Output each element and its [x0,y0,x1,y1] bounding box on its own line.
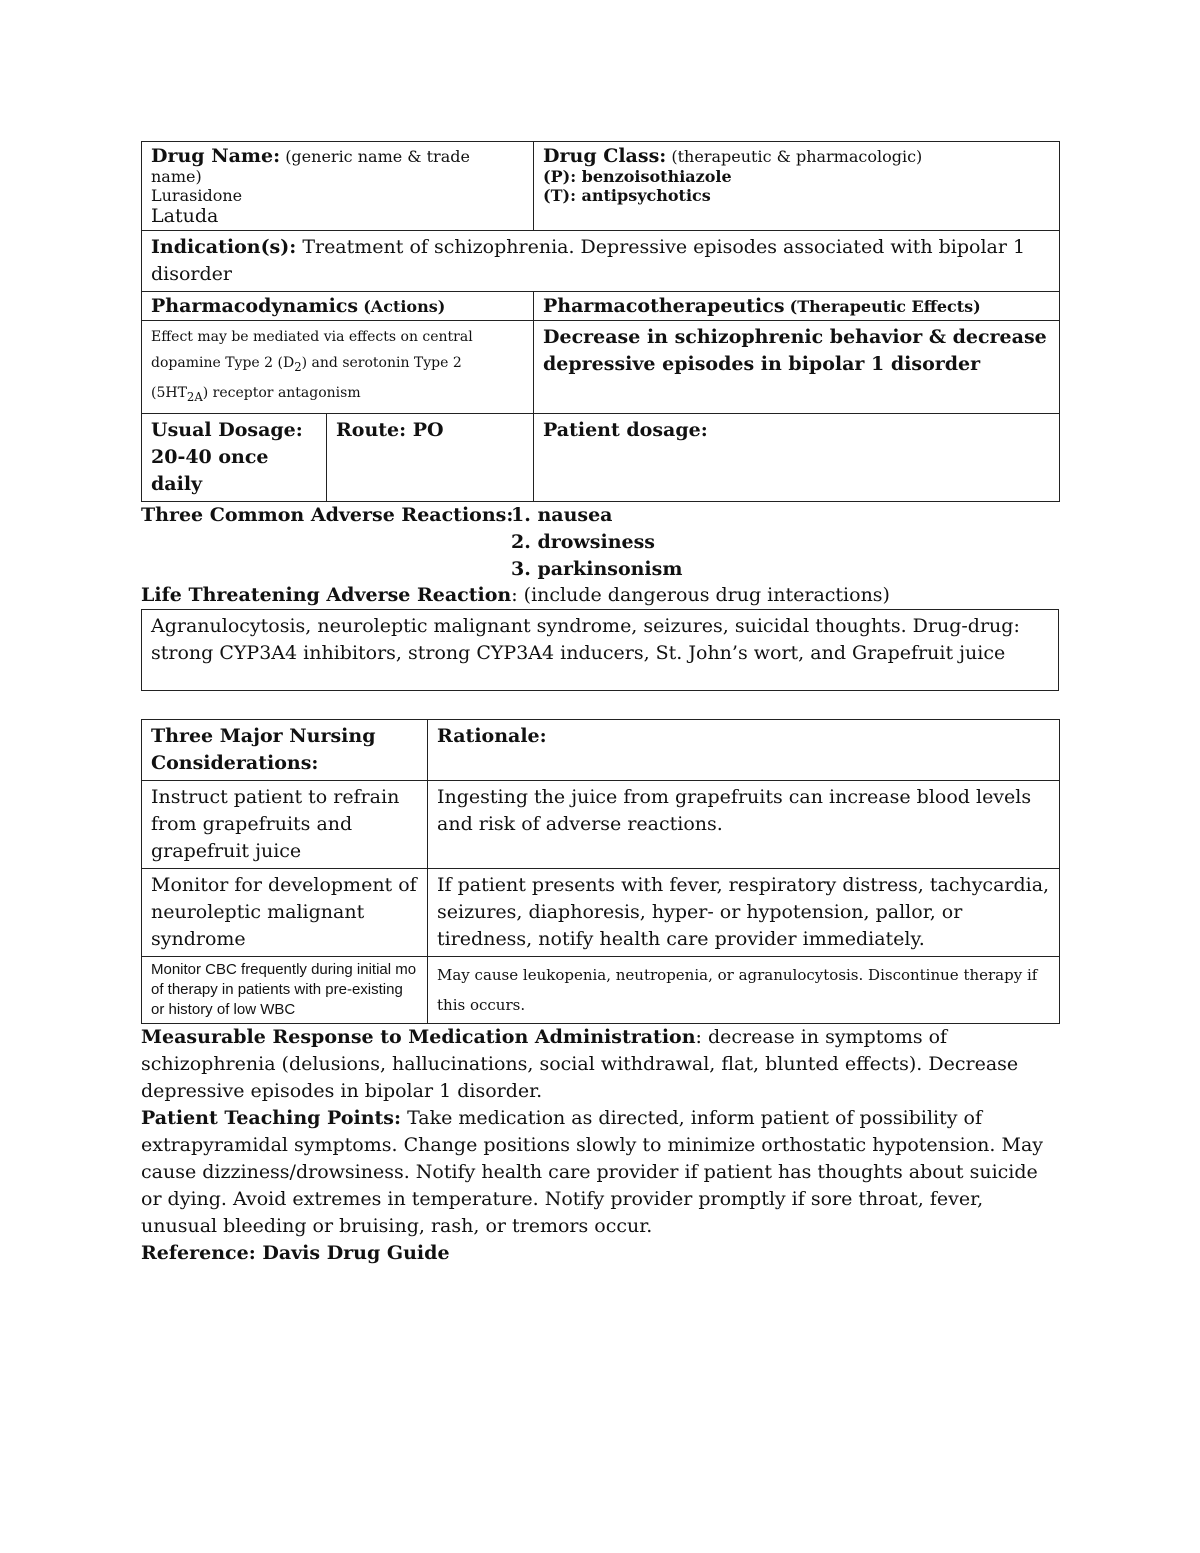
consideration-1: Instruct patient to refrain from grapefruits and grapefruit juice [142,780,428,868]
pharmacotherapeutics-text: Decrease in schizophrenic behavior & decrease depressive episodes in bipolar 1 disorder [534,321,1060,414]
drug-name-class-row [142,142,1060,231]
drug-info-table [141,141,1060,502]
pharmacodynamics-line-3 [151,380,524,410]
trade-name: Latuda [151,205,219,227]
adverse-item-1: 1. nausea [511,503,613,526]
table-row [142,956,1060,1023]
life-threatening-hint: : (include dangerous drug interactions) [511,583,890,606]
reference: Reference: Davis Drug Guide [141,1241,450,1264]
table-row [142,868,1060,956]
nursing-considerations-table [141,719,1060,1024]
indication-row [142,231,1060,292]
pharmacotherapeutics-hint: (Therapeutic Effects) [789,297,981,316]
pharmacodynamics-line-2a: dopamine Type 2 (D [151,355,295,371]
indication-label: Indication(s): [151,236,297,258]
drug-class-hint: (therapeutic & pharmacologic) [671,147,923,166]
usual-dosage-cell [142,413,327,501]
pharmacodynamics-text [142,321,534,414]
drug-class-cell [534,142,1060,231]
pharmacologic-class: (P): benzoisothiazole [543,167,732,186]
teaching-label: Patient Teaching Points: [141,1106,402,1129]
pharmacodynamics-line-3b: ) receptor antagonism [202,384,361,401]
drug-name-label: Drug Name: [151,145,281,167]
nursing-header-left: Three Major Nursing Considerations: [142,719,428,780]
usual-dosage-value: 20-40 once daily [151,445,269,495]
pharmacotherapeutics-label: Pharmacotherapeutics [543,295,785,317]
life-threatening-heading [141,582,1059,609]
pharmacodynamics-line-2 [151,350,524,380]
pharmacodynamics-line-3a: (5HT [151,384,187,401]
route-cell: Route: PO [327,413,534,501]
nursing-header-right: Rationale: [428,719,1060,780]
consideration-3: Monitor CBC frequently during initial mo of therapy in patients with pre-existing or history of low WBC [142,956,428,1023]
generic-name: Lurasidone [151,186,243,205]
indication-cell [142,231,1060,292]
life-threatening-text: Agranulocytosis, neuroleptic malignant syndrome, seizures, suicidal thoughts. Drug-drug: strong CYP3A4 inhibitors, strong CYP3A4 inducers, St. John’s wort, and Grapefruit juice [142,609,1059,690]
common-adverse-reactions [141,502,1059,582]
d2-subscript: 2 [294,359,302,374]
measurable-text: : decrease in symptoms of schizophrenia (delusions, hallucinations, social withdrawal, flat, blunted effects). Decrease depressive episodes in bipolar 1 disorder. [141,1025,1019,1102]
pharmacodynamics-line-1: Effect may be mediated via effects on central [151,329,473,345]
pharmacodynamics-line-2b: ) and serotonin Type 2 [301,355,462,371]
life-threatening-label: Life Threatening Adverse Reaction [141,583,512,606]
rationale-1: Ingesting the juice from grapefruits can increase blood levels and risk of adverse reactions. [428,780,1060,868]
patient-dosage-cell: Patient dosage: [534,413,1060,501]
adverse-item-2: 2. drowsiness [511,530,655,553]
pharmacodynamics-hint: (Actions) [363,297,446,316]
drug-name-hint: (generic name & trade name) [151,147,470,186]
5ht2a-subscript: 2A [186,389,203,404]
pharmacodynamics-label: Pharmacodynamics [151,295,359,317]
consideration-2: Monitor for development of neuroleptic malignant syndrome [142,868,428,956]
drug-class-label: Drug Class: [543,145,667,167]
teaching-text: Take medication as directed, inform patient of possibility of extrapyramidal symptoms. Change positions slowly to minimize orthostatic hypotension. May cause dizziness/drowsiness. Notify health care provider if patient has thoughts about suicide or dying. Avoid extremes in temperature. Notify provider promptly if sore throat, fever, unusual bleeding or bruising, rash, or tremors occur. [141,1106,1043,1237]
actions-header-row [142,292,1060,321]
adverse-item-3: 3. parkinsonism [511,557,683,580]
pharmacotherapeutics-header [534,292,1060,321]
dosage-row [142,413,1060,501]
patient-teaching [141,1105,1059,1240]
drug-card [141,141,1059,1267]
rationale-3: May cause leukopenia, neutropenia, or agranulocytosis. Discontinue therapy if this occurs. [428,956,1060,1023]
measurable-response [141,1024,1059,1105]
therapeutic-class: (T): antipsychotics [543,186,711,205]
adverse-title: Three Common Adverse Reactions: [141,503,514,526]
indication-text: Treatment of schizophrenia. Depressive episodes associated with bipolar 1 disorder [151,236,1026,285]
measurable-label: Measurable Response to Medication Administration [141,1025,696,1048]
actions-content-row [142,321,1060,414]
usual-dosage-label: Usual Dosage: [151,418,303,441]
rationale-2: If patient presents with fever, respiratory distress, tachycardia, seizures, diaphoresis, hyper- or hypotension, pallor, or tiredness, notify health care provider immediately. [428,868,1060,956]
pharmacodynamics-header [142,292,534,321]
nursing-header-row [142,719,1060,780]
table-row [142,780,1060,868]
life-threatening-box [141,609,1059,691]
drug-name-cell [142,142,534,231]
